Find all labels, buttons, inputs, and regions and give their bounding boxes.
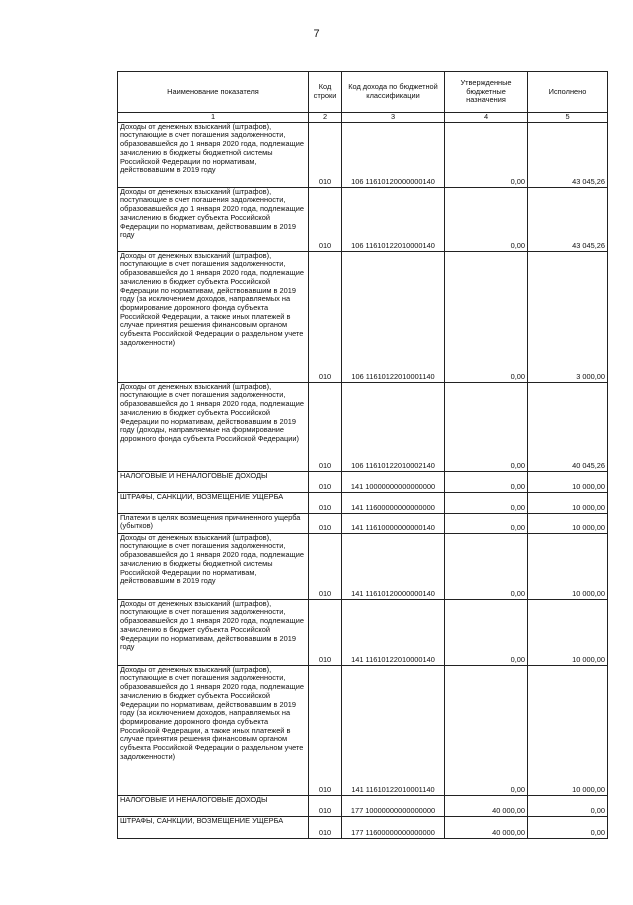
column-number: 1 bbox=[118, 113, 309, 123]
page-number: 7 bbox=[313, 28, 320, 40]
column-number: 4 bbox=[445, 113, 528, 123]
executed-amount: 40 045,26 bbox=[528, 382, 608, 471]
approved-amount: 0,00 bbox=[445, 187, 528, 251]
table-header-row bbox=[118, 72, 608, 113]
budget-execution-table bbox=[117, 71, 608, 839]
line-code: 010 bbox=[309, 382, 342, 471]
column-number: 3 bbox=[342, 113, 445, 123]
indicator-name: Доходы от денежных взысканий (штрафов), поступающие в счет погашения задолженности, образовавшейся до 1 января 2020 года, подлежащие зачислению в бюджет субъекта Российской Федерации по нормативам, действовавшим в 2019 году (за исключением доходов, направляемых на формирование дорожного фонда субъекта Российской Федерации, а также иных платежей в случае принятия решения финансовым органом субъекта Российской Федерации о раздельном учете задолженности) bbox=[118, 251, 309, 382]
line-code: 010 bbox=[309, 513, 342, 533]
table-row bbox=[118, 492, 608, 513]
line-code: 010 bbox=[309, 816, 342, 838]
executed-amount: 10 000,00 bbox=[528, 513, 608, 533]
approved-amount: 0,00 bbox=[445, 382, 528, 471]
line-code: 010 bbox=[309, 665, 342, 795]
revenue-code: 141 11610120000000140 bbox=[342, 533, 445, 599]
executed-amount: 10 000,00 bbox=[528, 533, 608, 599]
approved-amount: 40 000,00 bbox=[445, 816, 528, 838]
revenue-code: 177 10000000000000000 bbox=[342, 795, 445, 816]
line-code: 010 bbox=[309, 187, 342, 251]
approved-amount: 0,00 bbox=[445, 533, 528, 599]
revenue-code: 141 11600000000000000 bbox=[342, 492, 445, 513]
indicator-name: Доходы от денежных взысканий (штрафов), поступающие в счет погашения задолженности, образовавшейся до 1 января 2020 года, подлежащие зачислению в бюджет субъекта Российской Федерации по нормативам, действовавшим в 2019 году (доходы, направляемые на формирование дорожного фонда субъекта Российской Федерации) bbox=[118, 382, 309, 471]
line-code: 010 bbox=[309, 492, 342, 513]
table-row bbox=[118, 471, 608, 492]
revenue-code: 141 11610122010000140 bbox=[342, 599, 445, 665]
indicator-name: ШТРАФЫ, САНКЦИИ, ВОЗМЕЩЕНИЕ УЩЕРБА bbox=[118, 492, 309, 513]
revenue-code: 141 11610000000000140 bbox=[342, 513, 445, 533]
header-indicator-name: Наименование показателя bbox=[118, 72, 309, 113]
header-line-code: Код строки bbox=[309, 72, 342, 113]
table-row bbox=[118, 122, 608, 187]
revenue-code: 106 11610122010002140 bbox=[342, 382, 445, 471]
executed-amount: 43 045,26 bbox=[528, 187, 608, 251]
line-code: 010 bbox=[309, 795, 342, 816]
line-code: 010 bbox=[309, 471, 342, 492]
header-executed: Исполнено bbox=[528, 72, 608, 113]
indicator-name: ШТРАФЫ, САНКЦИИ, ВОЗМЕЩЕНИЕ УЩЕРБА bbox=[118, 816, 309, 838]
executed-amount: 10 000,00 bbox=[528, 599, 608, 665]
header-approved: Утвержденные бюджетные назначения bbox=[445, 72, 528, 113]
approved-amount: 0,00 bbox=[445, 492, 528, 513]
indicator-name: Платежи в целях возмещения причиненного ущерба (убытков) bbox=[118, 513, 309, 533]
indicator-name: Доходы от денежных взысканий (штрафов), поступающие в счет погашения задолженности, образовавшейся до 1 января 2020 года, подлежащие зачислению в бюджеты бюджетной системы Российской Федерации по нормативам, действовавшим в 2019 году bbox=[118, 533, 309, 599]
executed-amount: 10 000,00 bbox=[528, 492, 608, 513]
indicator-name: НАЛОГОВЫЕ И НЕНАЛОГОВЫЕ ДОХОДЫ bbox=[118, 795, 309, 816]
table-row bbox=[118, 816, 608, 838]
indicator-name: Доходы от денежных взысканий (штрафов), поступающие в счет погашения задолженности, образовавшейся до 1 января 2020 года, подлежащие зачислению в бюджет субъекта Российской Федерации по нормативам, действовавшим в 2019 году bbox=[118, 187, 309, 251]
revenue-code: 106 11610122010001140 bbox=[342, 251, 445, 382]
table-row bbox=[118, 533, 608, 599]
executed-amount: 43 045,26 bbox=[528, 122, 608, 187]
revenue-code: 141 11610122010001140 bbox=[342, 665, 445, 795]
executed-amount: 0,00 bbox=[528, 795, 608, 816]
line-code: 010 bbox=[309, 122, 342, 187]
table-row bbox=[118, 599, 608, 665]
approved-amount: 0,00 bbox=[445, 471, 528, 492]
approved-amount: 0,00 bbox=[445, 122, 528, 187]
approved-amount: 0,00 bbox=[445, 665, 528, 795]
table-row bbox=[118, 513, 608, 533]
table-row bbox=[118, 251, 608, 382]
table-row bbox=[118, 187, 608, 251]
revenue-code: 106 11610122010000140 bbox=[342, 187, 445, 251]
indicator-name: Доходы от денежных взысканий (штрафов), поступающие в счет погашения задолженности, образовавшейся до 1 января 2020 года, подлежащие зачислению в бюджет субъекта Российской Федерации по нормативам, действовавшим в 2019 году bbox=[118, 599, 309, 665]
approved-amount: 0,00 bbox=[445, 599, 528, 665]
line-code: 010 bbox=[309, 599, 342, 665]
line-code: 010 bbox=[309, 251, 342, 382]
executed-amount: 3 000,00 bbox=[528, 251, 608, 382]
executed-amount: 10 000,00 bbox=[528, 471, 608, 492]
approved-amount: 40 000,00 bbox=[445, 795, 528, 816]
column-number: 5 bbox=[528, 113, 608, 123]
approved-amount: 0,00 bbox=[445, 513, 528, 533]
table-row bbox=[118, 382, 608, 471]
column-number: 2 bbox=[309, 113, 342, 123]
revenue-code: 177 11600000000000000 bbox=[342, 816, 445, 838]
line-code: 010 bbox=[309, 533, 342, 599]
indicator-name: НАЛОГОВЫЕ И НЕНАЛОГОВЫЕ ДОХОДЫ bbox=[118, 471, 309, 492]
executed-amount: 10 000,00 bbox=[528, 665, 608, 795]
header-revenue-code: Код дохода по бюджетной классификации bbox=[342, 72, 445, 113]
column-numbers-row bbox=[118, 113, 608, 123]
approved-amount: 0,00 bbox=[445, 251, 528, 382]
table-row bbox=[118, 795, 608, 816]
indicator-name: Доходы от денежных взысканий (штрафов), поступающие в счет погашения задолженности, образовавшейся до 1 января 2020 года, подлежащие зачислению в бюджет субъекта Российской Федерации по нормативам, действовавшим в 2019 году (за исключением доходов, направляемых на формирование дорожного фонда субъекта Российской Федерации, а также иных платежей в случае принятия решения финансовым органом субъекта Российской Федерации о раздельном учете задолженности) bbox=[118, 665, 309, 795]
table-row bbox=[118, 665, 608, 795]
indicator-name: Доходы от денежных взысканий (штрафов), поступающие в счет погашения задолженности, образовавшейся до 1 января 2020 года, подлежащие зачислению в бюджеты бюджетной системы Российской Федерации по нормативам, действовавшим в 2019 году bbox=[118, 122, 309, 187]
revenue-code: 141 10000000000000000 bbox=[342, 471, 445, 492]
revenue-code: 106 11610120000000140 bbox=[342, 122, 445, 187]
executed-amount: 0,00 bbox=[528, 816, 608, 838]
